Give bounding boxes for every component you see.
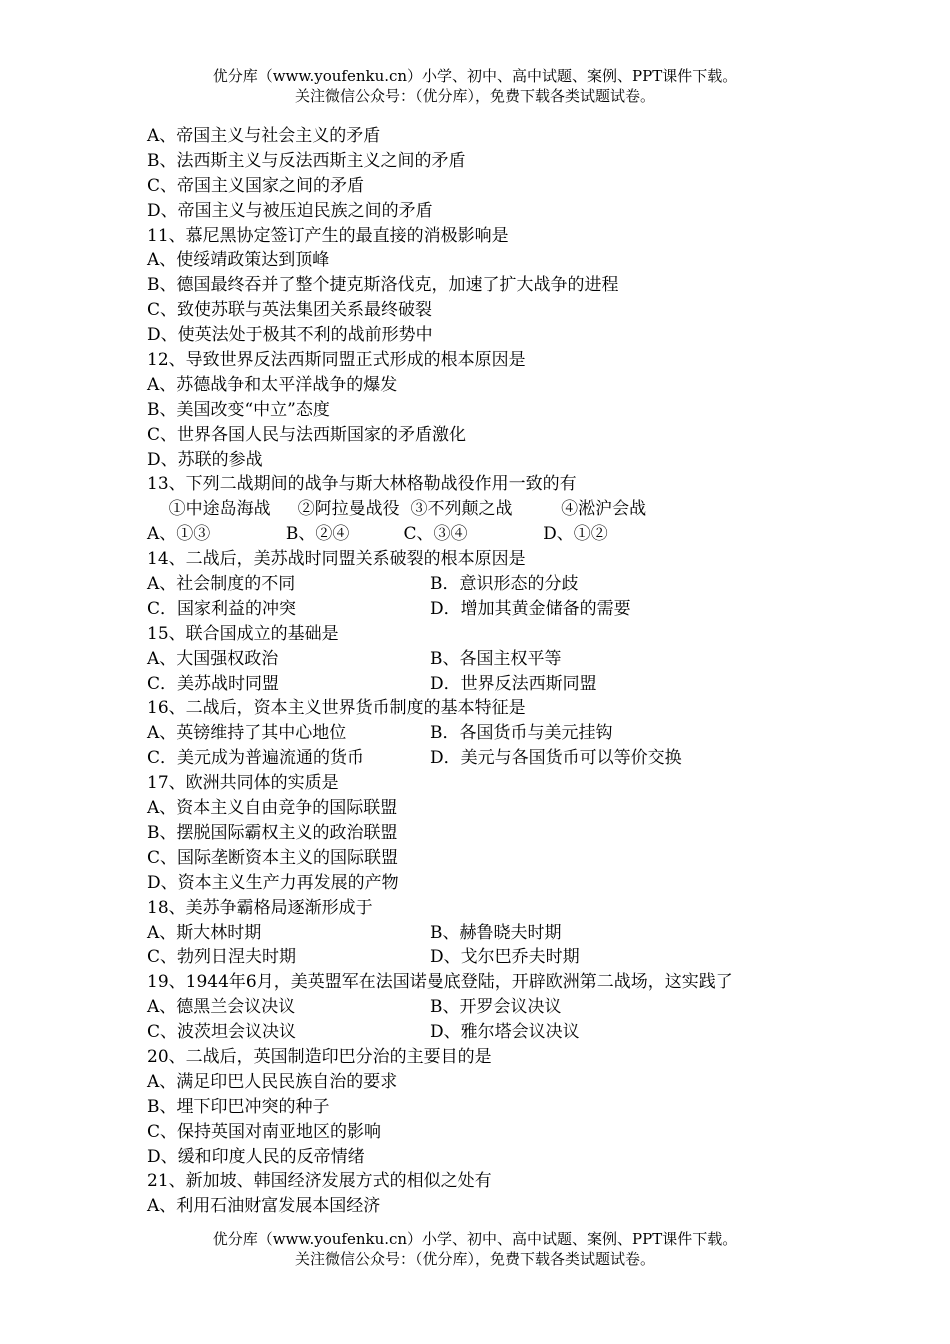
header-line-1: 优分库（www.youfenku.cn）小学、初中、高中试题、案例、PPT课件下载。 — [212, 67, 738, 85]
question-content — [147, 124, 847, 1219]
option-right: D．美元与各国货币可以等价交换 — [430, 748, 682, 769]
option-left: A、满足印巴人民民族自治的要求 — [147, 1071, 398, 1092]
option-right: D、雅尔塔会议决议 — [430, 1022, 580, 1043]
option-row — [147, 572, 847, 597]
option-row — [147, 871, 847, 896]
option-row — [147, 622, 847, 647]
text-line: B、法西斯主义与反法西斯主义之间的矛盾 — [147, 150, 466, 171]
option-left: 21、新加坡、韩国经济发展方式的相似之处有 — [147, 1171, 492, 1192]
option-left: C、保持英国对南亚地区的影响 — [147, 1121, 382, 1142]
option-row — [147, 1020, 847, 1045]
option-left: C．美苏战时同盟 — [147, 673, 280, 694]
option-left: 17、欧洲共同体的实质是 — [147, 773, 339, 794]
footer-line-1: 优分库（www.youfenku.cn）小学、初中、高中试题、案例、PPT课件下载。 — [212, 1230, 738, 1248]
option-left: A、英镑维持了其中心地位 — [147, 723, 347, 744]
option-right: B．各国货币与美元挂钩 — [430, 723, 613, 744]
option-row — [147, 796, 847, 821]
option-right: D、戈尔巴乔夫时期 — [430, 947, 580, 968]
option-row — [147, 647, 847, 672]
option-left: C、波茨坦会议决议 — [147, 1022, 297, 1043]
text-line: C、世界各国人民与法西斯国家的矛盾激化 — [147, 424, 467, 445]
option-row — [147, 896, 847, 921]
option-left: A、资本主义自由竞争的国际联盟 — [147, 798, 398, 819]
text-line: C、帝国主义国家之间的矛盾 — [147, 175, 365, 196]
question-rows — [147, 572, 847, 1219]
option-row — [147, 1169, 847, 1194]
option-left: 19、1944年6月，美英盟军在法国诺曼底登陆，开辟欧洲第二战场，这实践了 — [147, 972, 733, 993]
option-left: A、大国强权政治 — [147, 648, 279, 669]
option-row — [147, 597, 847, 622]
option-row — [147, 1145, 847, 1170]
option-left: B、摆脱国际霸权主义的政治联盟 — [147, 822, 398, 843]
text-line: D、使英法处于极其不利的战前形势中 — [147, 325, 433, 346]
option-left: C．国家利益的冲突 — [147, 598, 297, 619]
option-row — [147, 746, 847, 771]
option-left: C、勃列日涅夫时期 — [147, 947, 297, 968]
option-left: C．美元成为普遍流通的货币 — [147, 748, 365, 769]
option-left: A、德黑兰会议决议 — [147, 997, 296, 1018]
text-line: 14、二战后，美苏战时同盟关系破裂的根本原因是 — [147, 549, 526, 570]
option-left: A、利用石油财富发展本国经济 — [147, 1196, 381, 1217]
text-line: 13、下列二战期间的战争与斯大林格勒战役作用一致的有 — [147, 474, 577, 495]
option-row — [147, 970, 847, 995]
option-row — [147, 1045, 847, 1070]
option-row — [147, 696, 847, 721]
header-line-2: 关注微信公众号：（优分库），免费下载各类试题试卷。 — [294, 87, 655, 105]
text-line: D、帝国主义与被压迫民族之间的矛盾 — [147, 200, 433, 221]
text-line: A、苏德战争和太平洋战争的爆发 — [147, 374, 398, 395]
option-row — [147, 1070, 847, 1095]
option-row — [147, 995, 847, 1020]
option-row — [147, 821, 847, 846]
text-line: C、致使苏联与英法集团关系最终破裂 — [147, 300, 433, 321]
question-lines — [147, 124, 847, 572]
option-right: B、开罗会议决议 — [430, 997, 562, 1018]
page-header — [0, 66, 950, 106]
option-row — [147, 771, 847, 796]
option-left: A、社会制度的不同 — [147, 574, 296, 595]
option-row — [147, 721, 847, 746]
footer-line-2: 关注微信公众号：（优分库），免费下载各类试题试卷。 — [294, 1250, 655, 1268]
text-line: 12、导致世界反法西斯同盟正式形成的根本原因是 — [147, 350, 526, 371]
option-row — [147, 1194, 847, 1219]
option-left: 15、联合国成立的基础是 — [147, 623, 339, 644]
option-left: D、缓和印度人民的反帝情绪 — [147, 1146, 365, 1167]
option-row — [147, 921, 847, 946]
option-left: 18、美苏争霸格局逐渐形成于 — [147, 897, 373, 918]
text-line: 11、慕尼黑协定签订产生的最直接的消极影响是 — [147, 225, 509, 246]
option-left: A、斯大林时期 — [147, 922, 262, 943]
option-row — [147, 672, 847, 697]
text-line: A、帝国主义与社会主义的矛盾 — [147, 126, 381, 146]
option-left: D、资本主义生产力再发展的产物 — [147, 872, 399, 893]
text-line: D、苏联的参战 — [147, 449, 263, 470]
text-line: ①中途岛海战 ②阿拉曼战役 ③不列颠之战 ④淞沪会战 — [147, 499, 647, 520]
text-line: A、①③ B、②④ C、③④ D、①② — [147, 524, 608, 545]
option-left: 16、二战后，资本主义世界货币制度的基本特征是 — [147, 698, 526, 719]
option-right: B．意识形态的分歧 — [430, 574, 579, 595]
option-row — [147, 1095, 847, 1120]
option-row — [147, 945, 847, 970]
option-right: D．增加其黄金储备的需要 — [430, 598, 631, 619]
option-row — [147, 1120, 847, 1145]
text-line: B、德国最终吞并了整个捷克斯洛伐克，加速了扩大战争的进程 — [147, 275, 619, 296]
text-line: A、使绥靖政策达到顶峰 — [147, 250, 330, 271]
option-left: 20、二战后，英国制造印巴分治的主要目的是 — [147, 1046, 492, 1067]
option-right: B、赫鲁晓夫时期 — [430, 922, 562, 943]
option-right: B、各国主权平等 — [430, 648, 562, 669]
option-left: B、埋下印巴冲突的种子 — [147, 1096, 330, 1117]
page-footer — [0, 1229, 950, 1269]
text-line: B、美国改变“中立”态度 — [147, 399, 330, 420]
option-row — [147, 846, 847, 871]
option-right: D．世界反法西斯同盟 — [430, 673, 597, 694]
option-left: C、国际垄断资本主义的国际联盟 — [147, 847, 399, 868]
